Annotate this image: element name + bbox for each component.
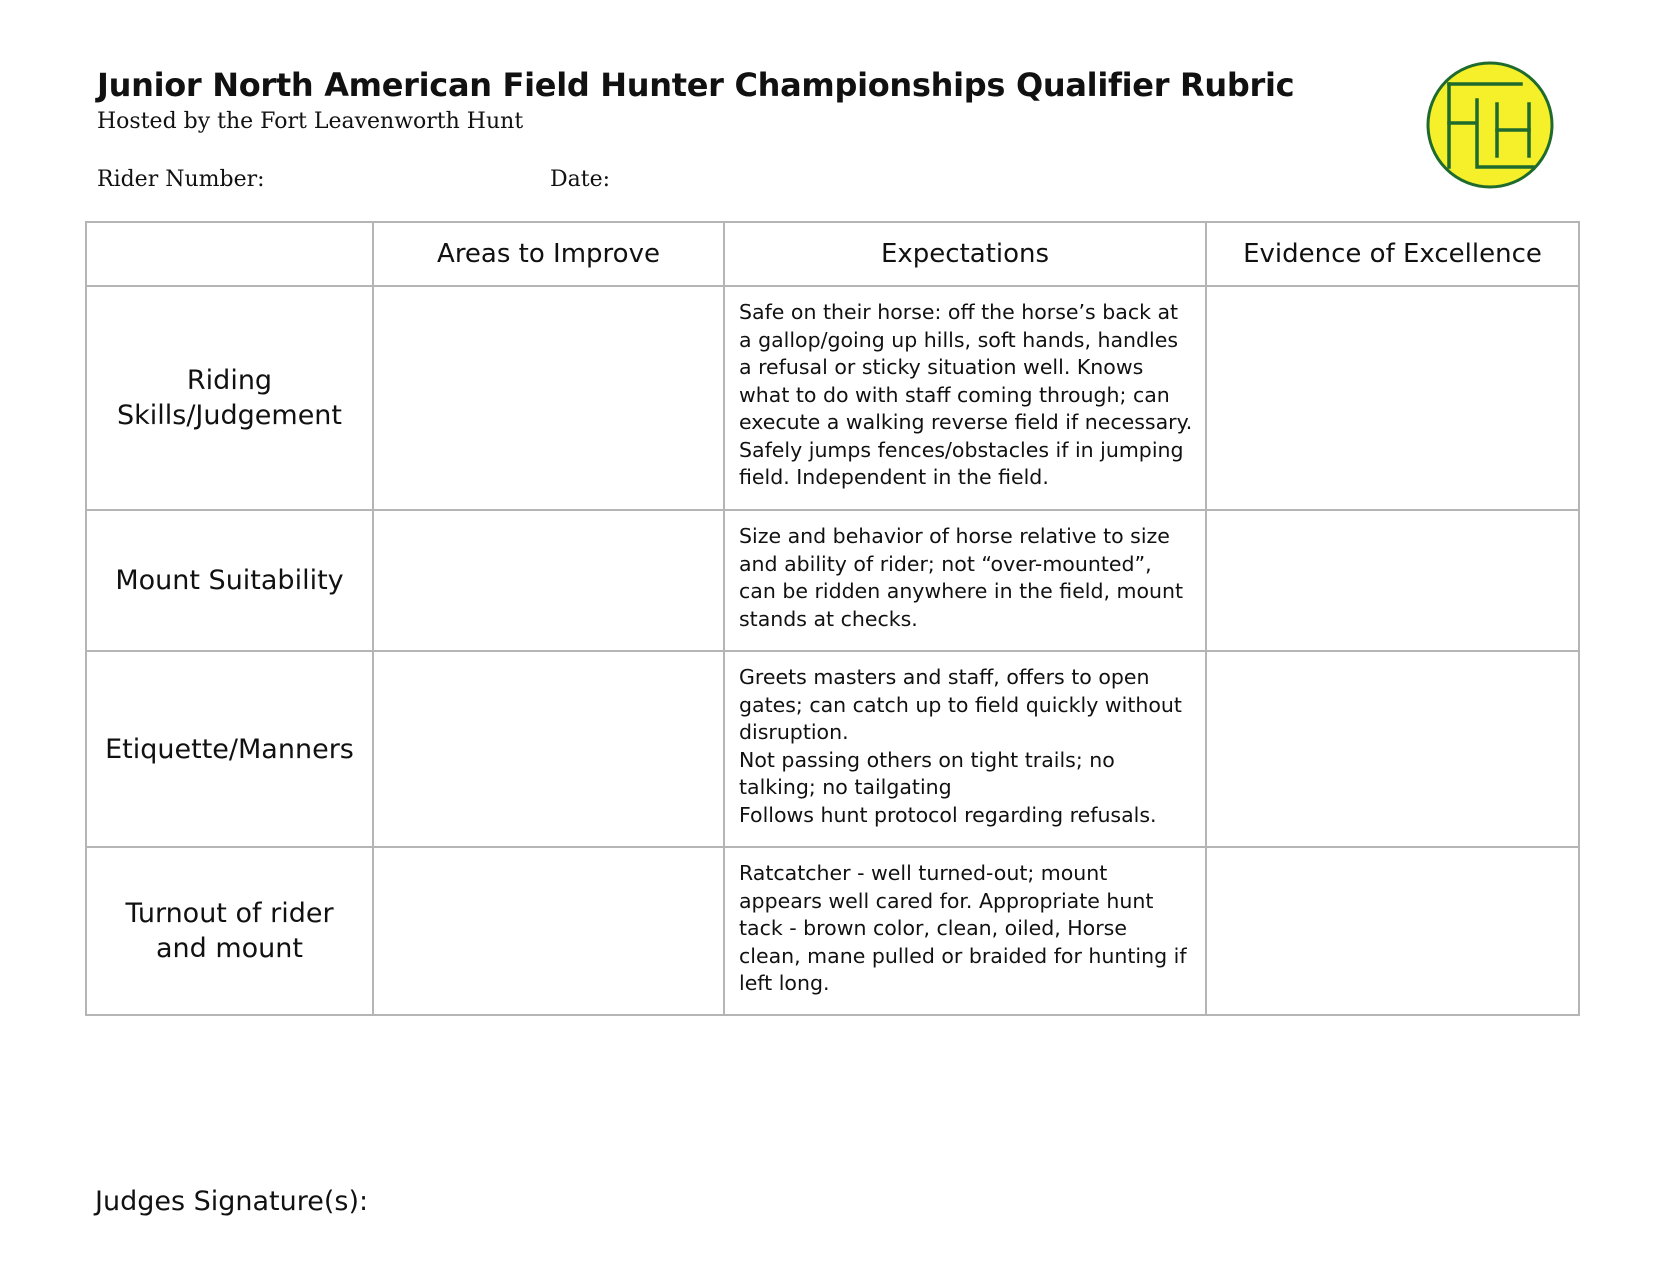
- table-row: [86, 286, 1579, 510]
- row-label-text: Etiquette/Manners: [105, 733, 354, 765]
- date-label: Date:: [550, 167, 611, 192]
- rubric-table: [85, 221, 1580, 1016]
- row-label-text: Turnout of rider and mount: [125, 898, 334, 964]
- table-row: [86, 510, 1579, 651]
- table-row: [86, 847, 1579, 1015]
- page-title: Junior North American Field Hunter Championships Qualifier Rubric: [97, 66, 1295, 104]
- expectations-cell: Greets masters and staff, offers to open gates; can catch up to field quickly without disruption. Not passing others on tight trails; no talking; no tailgating Follows hunt protocol regarding refusals.: [724, 651, 1206, 847]
- areas-to-improve-cell[interactable]: [373, 510, 724, 651]
- page-subtitle: Hosted by the Fort Leavenworth Hunt: [97, 109, 524, 134]
- areas-to-improve-cell[interactable]: [373, 651, 724, 847]
- areas-to-improve-cell[interactable]: [373, 847, 724, 1015]
- evidence-of-excellence-cell[interactable]: [1206, 510, 1579, 651]
- evidence-of-excellence-cell[interactable]: [1206, 651, 1579, 847]
- row-label-mount-suitability: [86, 510, 373, 651]
- column-header-areas-to-improve: Areas to Improve: [373, 222, 724, 286]
- rider-number-label: Rider Number:: [97, 167, 265, 192]
- areas-to-improve-cell[interactable]: [373, 286, 724, 510]
- evidence-of-excellence-cell[interactable]: [1206, 286, 1579, 510]
- row-label-riding-skills: [86, 286, 373, 510]
- row-label-etiquette-manners: [86, 651, 373, 847]
- expectations-cell: Safe on their horse: off the horse’s back at a gallop/going up hills, soft hands, handles a refusal or sticky situation well. Knows what to do with staff coming through; can execute a walking reverse field if necessary. Safely jumps fences/obstacles if in jumping field. Independent in the field.: [724, 286, 1206, 510]
- column-header-evidence-of-excellence: Evidence of Excellence: [1206, 222, 1579, 286]
- expectations-cell: Size and behavior of horse relative to size and ability of rider; not “over-mounted”, can be ridden anywhere in the field, mount stands at checks.: [724, 510, 1206, 651]
- table-header-row: [86, 222, 1579, 286]
- evidence-of-excellence-cell[interactable]: [1206, 847, 1579, 1015]
- judges-signature-label: Judges Signature(s):: [95, 1186, 369, 1217]
- row-label-text: Mount Suitability: [115, 565, 344, 596]
- row-label-text: Riding Skills/Judgement: [116, 365, 343, 431]
- row-label-turnout: [86, 847, 373, 1015]
- expectations-cell: Ratcatcher - well turned-out; mount appears well cared for. Appropriate hunt tack - brown color, clean, oiled, Horse clean, mane pulled or braided for hunting if left long.: [724, 847, 1206, 1015]
- column-header-expectations: Expectations: [724, 222, 1206, 286]
- table-row: [86, 651, 1579, 847]
- column-header: [86, 222, 373, 286]
- flh-logo: [1425, 60, 1555, 190]
